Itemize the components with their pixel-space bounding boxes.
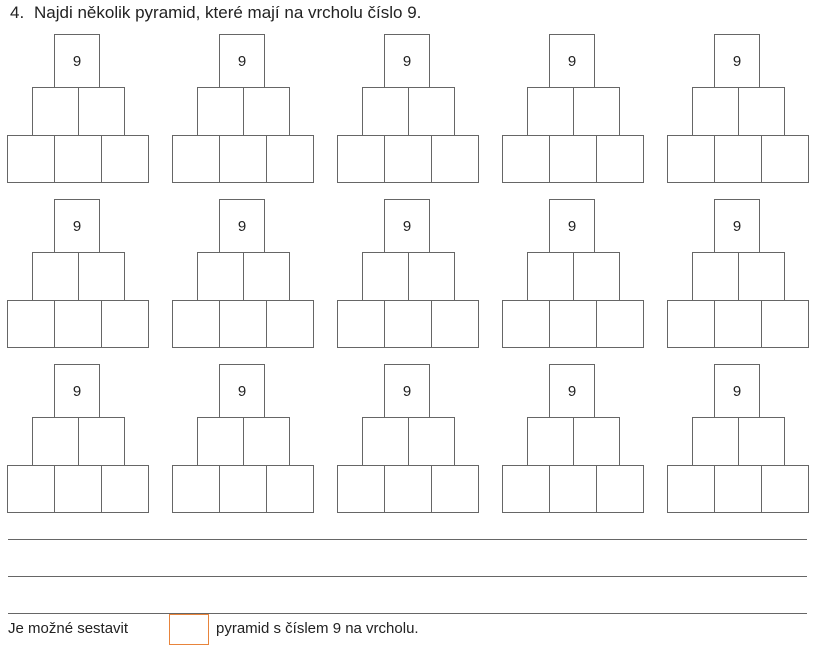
pyramid-middle-cell[interactable] xyxy=(362,252,409,301)
pyramid-middle-cell[interactable] xyxy=(78,252,125,301)
pyramid-top-cell: 9 xyxy=(54,364,100,418)
pyramid-middle-cell[interactable] xyxy=(362,87,409,136)
answer-sentence-end: pyramid s číslem 9 na vrcholu. xyxy=(216,620,419,637)
pyramid-middle-cell[interactable] xyxy=(527,252,574,301)
pyramid-bottom-cell[interactable] xyxy=(54,300,102,348)
pyramid-middle-cell[interactable] xyxy=(32,87,79,136)
pyramid-bottom-cell[interactable] xyxy=(172,465,220,513)
number-pyramid xyxy=(337,34,483,183)
pyramid-bottom-cell[interactable] xyxy=(549,135,597,183)
pyramid-bottom-cell[interactable] xyxy=(431,135,479,183)
pyramid-top-cell: 9 xyxy=(219,364,265,418)
pyramid-bottom-cell[interactable] xyxy=(7,465,55,513)
number-pyramid xyxy=(172,364,318,513)
pyramid-middle-cell[interactable] xyxy=(362,417,409,466)
pyramid-bottom-cell[interactable] xyxy=(266,300,314,348)
pyramid-top-cell: 9 xyxy=(384,364,430,418)
number-pyramid xyxy=(337,199,483,348)
pyramid-bottom-cell[interactable] xyxy=(714,135,762,183)
pyramid-bottom-cell[interactable] xyxy=(219,300,267,348)
pyramid-bottom-cell[interactable] xyxy=(384,135,432,183)
pyramid-bottom-cell[interactable] xyxy=(384,465,432,513)
pyramid-bottom-cell[interactable] xyxy=(502,465,550,513)
pyramid-bottom-cell[interactable] xyxy=(761,300,809,348)
pyramid-middle-cell[interactable] xyxy=(738,417,785,466)
pyramid-bottom-cell[interactable] xyxy=(667,300,715,348)
pyramid-bottom-cell[interactable] xyxy=(337,300,385,348)
pyramid-top-cell: 9 xyxy=(384,34,430,88)
pyramid-middle-cell[interactable] xyxy=(32,417,79,466)
number-pyramid xyxy=(7,199,153,348)
pyramid-middle-cell[interactable] xyxy=(738,252,785,301)
pyramid-bottom-cell[interactable] xyxy=(761,465,809,513)
pyramid-middle-cell[interactable] xyxy=(408,417,455,466)
pyramid-middle-cell[interactable] xyxy=(738,87,785,136)
pyramid-bottom-cell[interactable] xyxy=(54,465,102,513)
pyramid-middle-cell[interactable] xyxy=(692,252,739,301)
pyramid-bottom-cell[interactable] xyxy=(101,135,149,183)
number-pyramid xyxy=(172,34,318,183)
pyramid-middle-cell[interactable] xyxy=(408,87,455,136)
pyramid-top-cell: 9 xyxy=(549,34,595,88)
pyramid-bottom-cell[interactable] xyxy=(172,135,220,183)
pyramid-top-cell: 9 xyxy=(219,34,265,88)
pyramid-bottom-cell[interactable] xyxy=(54,135,102,183)
pyramid-middle-cell[interactable] xyxy=(573,87,620,136)
pyramid-middle-cell[interactable] xyxy=(197,417,244,466)
answer-line-3[interactable] xyxy=(8,613,807,614)
answer-line-1[interactable] xyxy=(8,539,807,540)
pyramid-top-cell: 9 xyxy=(549,199,595,253)
answer-sentence-start: Je možné sestavit xyxy=(8,620,129,637)
number-pyramid xyxy=(337,364,483,513)
pyramid-middle-cell[interactable] xyxy=(243,252,290,301)
pyramid-top-cell: 9 xyxy=(54,34,100,88)
pyramid-middle-cell[interactable] xyxy=(32,252,79,301)
pyramid-bottom-cell[interactable] xyxy=(502,135,550,183)
pyramid-bottom-cell[interactable] xyxy=(596,135,644,183)
pyramid-top-cell: 9 xyxy=(714,199,760,253)
pyramid-bottom-cell[interactable] xyxy=(502,300,550,348)
pyramid-bottom-cell[interactable] xyxy=(714,300,762,348)
number-pyramid xyxy=(502,34,648,183)
pyramid-bottom-cell[interactable] xyxy=(761,135,809,183)
pyramid-bottom-cell[interactable] xyxy=(596,465,644,513)
number-pyramid xyxy=(667,199,813,348)
pyramid-top-cell: 9 xyxy=(219,199,265,253)
pyramid-bottom-cell[interactable] xyxy=(337,465,385,513)
pyramid-bottom-cell[interactable] xyxy=(7,135,55,183)
number-pyramid xyxy=(667,34,813,183)
pyramid-bottom-cell[interactable] xyxy=(219,135,267,183)
pyramid-middle-cell[interactable] xyxy=(243,417,290,466)
pyramid-bottom-cell[interactable] xyxy=(219,465,267,513)
pyramid-bottom-cell[interactable] xyxy=(431,465,479,513)
pyramid-bottom-cell[interactable] xyxy=(172,300,220,348)
pyramid-bottom-cell[interactable] xyxy=(337,135,385,183)
answer-count-box[interactable] xyxy=(169,614,209,645)
pyramid-bottom-cell[interactable] xyxy=(667,465,715,513)
pyramid-middle-cell[interactable] xyxy=(197,87,244,136)
pyramid-middle-cell[interactable] xyxy=(78,417,125,466)
pyramid-middle-cell[interactable] xyxy=(197,252,244,301)
pyramid-middle-cell[interactable] xyxy=(408,252,455,301)
pyramid-bottom-cell[interactable] xyxy=(549,465,597,513)
pyramid-top-cell: 9 xyxy=(549,364,595,418)
pyramid-bottom-cell[interactable] xyxy=(101,465,149,513)
pyramid-middle-cell[interactable] xyxy=(243,87,290,136)
pyramid-bottom-cell[interactable] xyxy=(667,135,715,183)
pyramid-middle-cell[interactable] xyxy=(78,87,125,136)
pyramid-bottom-cell[interactable] xyxy=(714,465,762,513)
pyramid-bottom-cell[interactable] xyxy=(101,300,149,348)
pyramid-bottom-cell[interactable] xyxy=(266,465,314,513)
pyramid-bottom-cell[interactable] xyxy=(384,300,432,348)
number-pyramid xyxy=(7,364,153,513)
pyramid-middle-cell[interactable] xyxy=(692,87,739,136)
pyramid-bottom-cell[interactable] xyxy=(266,135,314,183)
pyramid-middle-cell[interactable] xyxy=(527,87,574,136)
pyramid-middle-cell[interactable] xyxy=(573,417,620,466)
pyramid-top-cell: 9 xyxy=(384,199,430,253)
task-number: 4. xyxy=(10,3,25,22)
pyramid-top-cell: 9 xyxy=(54,199,100,253)
pyramid-bottom-cell[interactable] xyxy=(7,300,55,348)
number-pyramid xyxy=(667,364,813,513)
number-pyramid xyxy=(7,34,153,183)
task-heading xyxy=(10,3,421,23)
number-pyramid xyxy=(502,364,648,513)
pyramid-top-cell: 9 xyxy=(714,34,760,88)
pyramid-top-cell: 9 xyxy=(714,364,760,418)
pyramid-middle-cell[interactable] xyxy=(692,417,739,466)
pyramid-middle-cell[interactable] xyxy=(527,417,574,466)
pyramid-middle-cell[interactable] xyxy=(573,252,620,301)
answer-line-2[interactable] xyxy=(8,576,807,577)
number-pyramid xyxy=(502,199,648,348)
task-text: Najdi několik pyramid, které mají na vrcholu číslo 9. xyxy=(34,3,422,22)
pyramid-bottom-cell[interactable] xyxy=(596,300,644,348)
pyramid-bottom-cell[interactable] xyxy=(431,300,479,348)
number-pyramid xyxy=(172,199,318,348)
pyramid-bottom-cell[interactable] xyxy=(549,300,597,348)
